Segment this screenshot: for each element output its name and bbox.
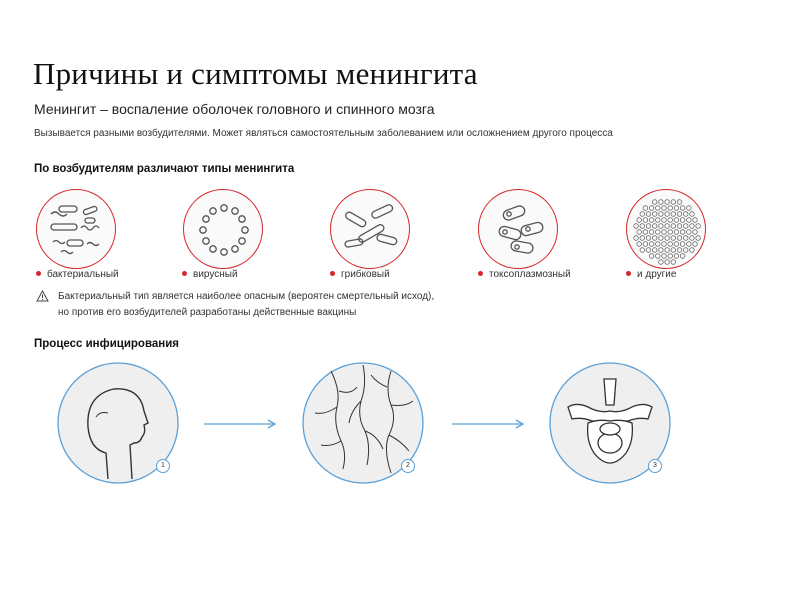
bullet-dot: [182, 271, 187, 276]
pathogen-dot: [668, 230, 673, 235]
pathogen-dot: [662, 206, 667, 211]
pathogen-dot: [659, 236, 664, 241]
pathogen-dot: [674, 242, 679, 247]
pathogen-dot: [693, 230, 698, 235]
type-label-text: и другие: [637, 269, 677, 280]
fungus-icon: [330, 189, 410, 269]
pathogen-dot: [646, 248, 651, 253]
type-label-fungal: [330, 269, 390, 280]
virus-icon: [183, 189, 263, 269]
pathogen-dot: [637, 218, 642, 223]
arrow-right-icon: [204, 419, 278, 429]
bullet-dot: [478, 271, 483, 276]
pathogen-dot: [680, 254, 685, 259]
stage-1-head: [56, 361, 180, 485]
pathogen-dot: [665, 248, 670, 253]
pathogen-dot: [665, 224, 670, 229]
pathogen-dot: [643, 242, 648, 247]
pathogen-dot: [656, 218, 661, 223]
pathogen-dot: [637, 242, 642, 247]
pathogen-dot: [671, 236, 676, 241]
pathogen-dot: [668, 254, 673, 259]
pathogen-dot: [652, 248, 657, 253]
pathogen-dot: [634, 236, 639, 241]
pathogen-dot: [646, 224, 651, 229]
type-label-others: [626, 269, 676, 280]
pathogen-dot: [662, 218, 667, 223]
type-label-text: бактериальный: [47, 269, 119, 280]
pathogen-dot: [634, 224, 639, 229]
pathogen-dot: [690, 248, 695, 253]
pathogen-dot: [690, 212, 695, 217]
type-label-text: грибковый: [341, 269, 390, 280]
types-heading: По возбудителям различают типы менингита: [34, 163, 295, 175]
pathogen-dot: [665, 212, 670, 217]
pathogen-dot: [687, 206, 692, 211]
pathogen-dot: [690, 224, 695, 229]
pathogen-dot: [640, 248, 645, 253]
pathogen-dot: [693, 242, 698, 247]
pathogen-dot: [671, 224, 676, 229]
pathogen-dot: [674, 230, 679, 235]
pathogen-dot: [652, 224, 657, 229]
pathogen-dot: [683, 212, 688, 217]
arrow-right-icon: [452, 419, 526, 429]
stage-number: 2: [401, 459, 415, 473]
pathogen-dot: [696, 236, 701, 241]
pathogen-dot: [640, 212, 645, 217]
pathogen-dot: [643, 206, 648, 211]
bullet-dot: [626, 271, 631, 276]
pathogen-dot: [640, 224, 645, 229]
pathogen-dot: [687, 218, 692, 223]
process-heading: Процесс инфицирования: [34, 338, 179, 350]
pathogen-dot: [680, 218, 685, 223]
stage-number: 3: [648, 459, 662, 473]
pathogen-dot: [649, 218, 654, 223]
pathogen-dot: [640, 236, 645, 241]
pathogen-dot: [659, 200, 664, 205]
pathogen-dot: [659, 248, 664, 253]
pathogen-dot: [656, 242, 661, 247]
pathogen-dot: [674, 218, 679, 223]
pathogen-dot: [680, 206, 685, 211]
pathogen-dot: [637, 230, 642, 235]
pathogen-dot: [665, 260, 670, 265]
warning-text-line-2: но против его возбудителей разработаны действенные вакцины: [58, 307, 357, 318]
pathogen-dot: [659, 212, 664, 217]
pathogen-dot: [683, 236, 688, 241]
pathogen-dot: [662, 254, 667, 259]
bullet-dot: [330, 271, 335, 276]
stage-2-vessels: [301, 361, 425, 485]
pathogen-dot: [652, 236, 657, 241]
pathogen-dot: [671, 212, 676, 217]
pathogen-dot: [680, 242, 685, 247]
pathogen-dot: [677, 212, 682, 217]
pathogen-dot: [690, 236, 695, 241]
pathogen-dot: [643, 218, 648, 223]
type-label-text: вирусный: [193, 269, 238, 280]
stage-number: 1: [156, 459, 170, 473]
pathogen-dot: [674, 254, 679, 259]
bacteria-icon: [36, 189, 116, 269]
stage-3-vertebra: [548, 361, 672, 485]
pathogen-dot: [649, 230, 654, 235]
pathogen-dot: [649, 254, 654, 259]
pathogen-dot: [693, 218, 698, 223]
bullet-dot: [36, 271, 41, 276]
pathogen-dot: [662, 242, 667, 247]
pathogen-dot: [677, 224, 682, 229]
pathogen-dot: [646, 212, 651, 217]
pathogen-dot: [677, 248, 682, 253]
pathogen-dot: [656, 230, 661, 235]
pathogen-dot: [656, 206, 661, 211]
pathogen-dot: [687, 230, 692, 235]
pathogen-dot: [652, 212, 657, 217]
pathogen-dot: [687, 242, 692, 247]
pathogen-dot: [671, 200, 676, 205]
pathogen-dot: [683, 224, 688, 229]
pathogen-dot: [649, 242, 654, 247]
pathogen-dot: [656, 254, 661, 259]
other-pathogens-icon: [626, 189, 706, 269]
pathogen-dot: [643, 230, 648, 235]
pathogen-dot: [683, 248, 688, 253]
pathogen-dot: [671, 260, 676, 265]
type-label-toxoplasma: [478, 269, 571, 280]
pathogen-dot: [677, 200, 682, 205]
pathogen-dot: [649, 206, 654, 211]
pathogen-dot: [659, 260, 664, 265]
pathogen-dot: [646, 236, 651, 241]
pathogen-dot: [680, 230, 685, 235]
pathogen-dot: [674, 206, 679, 211]
warning-text-line-1: Бактериальный тип является наиболее опасным (вероятен смертельный исход),: [58, 291, 435, 302]
page-subtitle: Менингит – воспаление оболочек головного и спинного мозга: [34, 101, 435, 117]
pathogen-dot: [659, 224, 664, 229]
pathogen-dot: [665, 236, 670, 241]
pathogen-dot: [668, 206, 673, 211]
pathogen-dot: [671, 248, 676, 253]
toxoplasma-icon: [478, 189, 558, 269]
pathogen-dot: [677, 236, 682, 241]
pathogen-dot: [665, 200, 670, 205]
pathogen-dot: [668, 242, 673, 247]
pathogen-dot: [668, 218, 673, 223]
type-label-viral: [182, 269, 238, 280]
pathogen-dot: [662, 230, 667, 235]
cause-text: Вызывается разными возбудителями. Может являться самостоятельным заболеванием или осложнением другого процесса: [34, 128, 613, 139]
pathogen-dot: [652, 200, 657, 205]
pathogen-dot: [696, 224, 701, 229]
type-label-text: токсоплазмозный: [489, 269, 571, 280]
page-title: Причины и симптомы менингита: [33, 56, 478, 91]
type-label-bacterial: [36, 269, 119, 280]
warning-icon: [36, 290, 49, 302]
